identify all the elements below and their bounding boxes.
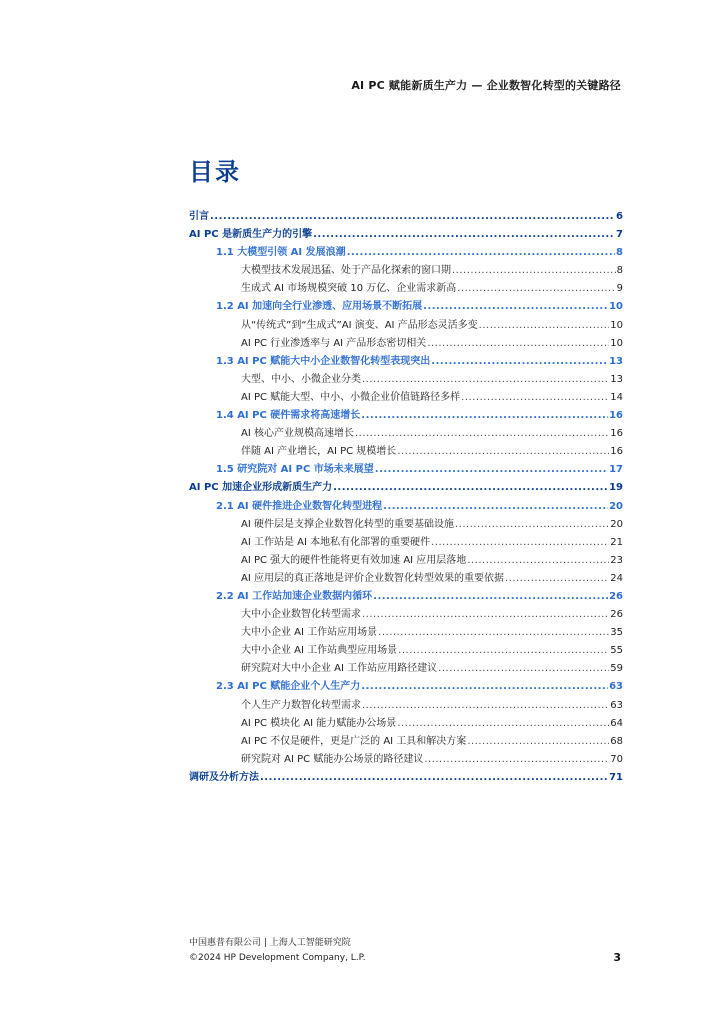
toc-entry-label: AI 硬件层是支撑企业数智化转型的重要基础设施 bbox=[241, 518, 454, 530]
toc-entry-label: AI PC 行业渗透率与 AI 产品形态密切相关 bbox=[241, 337, 427, 349]
toc-entry-page: 7 bbox=[616, 229, 623, 241]
toc-entry[interactable] bbox=[189, 460, 623, 478]
table-of-contents bbox=[189, 207, 623, 786]
toc-entry[interactable] bbox=[189, 297, 623, 315]
page-title: 目录 bbox=[189, 158, 241, 186]
toc-entry-label: 伴随 AI 产业增长，AI PC 规模增长 bbox=[241, 446, 397, 458]
toc-leader-dots bbox=[398, 645, 609, 656]
toc-entry-page: 64 bbox=[610, 717, 623, 729]
toc-entry[interactable] bbox=[189, 478, 623, 496]
toc-entry[interactable] bbox=[189, 243, 623, 261]
toc-entry-label: 大中小企业 AI 工作站典型应用场景 bbox=[241, 645, 398, 657]
toc-entry-label: AI PC 赋能大型、中小、小微企业价值链路径多样 bbox=[241, 391, 461, 403]
toc-entry-page: 13 bbox=[609, 355, 623, 367]
toc-leader-dots bbox=[373, 591, 608, 602]
toc-entry[interactable] bbox=[189, 406, 623, 424]
toc-entry-label: 研究院对 AI PC 赋能办公场景的路径建议 bbox=[241, 753, 424, 765]
toc-entry-page: 20 bbox=[610, 518, 623, 530]
toc-entry[interactable] bbox=[189, 316, 623, 334]
toc-entry-page: 26 bbox=[609, 590, 623, 602]
toc-entry[interactable] bbox=[189, 714, 623, 732]
toc-entry-label: 大中小企业数智化转型需求 bbox=[241, 609, 361, 621]
toc-entry-label: 1.4 AI PC 硬件需求将高速增长 bbox=[216, 410, 361, 422]
toc-entry[interactable] bbox=[189, 696, 623, 714]
toc-leader-dots bbox=[361, 410, 608, 421]
toc-entry-page: 16 bbox=[609, 410, 623, 422]
toc-entry[interactable] bbox=[189, 768, 623, 786]
toc-entry-page: 16 bbox=[610, 446, 623, 458]
toc-entry-label: 研究院对大中小企业 AI 工作站应用路径建议 bbox=[241, 663, 438, 675]
toc-leader-dots bbox=[431, 356, 608, 367]
toc-entry-label: AI PC 加速企业形成新质生产力 bbox=[189, 482, 333, 494]
toc-entry[interactable] bbox=[189, 352, 623, 370]
toc-entry-label: 1.5 研究院对 AI PC 市场未来展望 bbox=[216, 464, 374, 476]
toc-entry-label: 大型、中小、小微企业分类 bbox=[241, 373, 361, 385]
toc-entry-page: 21 bbox=[610, 536, 623, 548]
toc-entry[interactable] bbox=[189, 677, 623, 695]
toc-leader-dots bbox=[362, 374, 609, 385]
toc-leader-dots bbox=[427, 338, 609, 349]
toc-entry-label: 2.2 AI 工作站加速企业数据内循环 bbox=[216, 590, 373, 602]
toc-entry-page: 71 bbox=[609, 771, 623, 783]
toc-leader-dots bbox=[467, 736, 609, 747]
toc-entry-page: 70 bbox=[610, 753, 623, 765]
toc-entry-page: 17 bbox=[609, 464, 623, 476]
toc-entry[interactable] bbox=[189, 750, 623, 768]
toc-leader-dots bbox=[313, 229, 615, 240]
toc-entry-page: 20 bbox=[609, 500, 623, 512]
toc-entry[interactable] bbox=[189, 569, 623, 587]
toc-entry-label: 1.2 AI 加速向全行业渗透、应用场景不断拓展 bbox=[216, 301, 423, 313]
toc-entry-label: 生成式 AI 市场规模突破 10 万亿、企业需求新高 bbox=[241, 283, 457, 295]
toc-leader-dots bbox=[397, 446, 609, 457]
toc-entry[interactable] bbox=[189, 732, 623, 750]
toc-entry-page: 16 bbox=[610, 428, 623, 440]
toc-entry-page: 8 bbox=[616, 265, 623, 277]
toc-entry-page: 24 bbox=[610, 572, 623, 584]
toc-entry-page: 14 bbox=[610, 391, 623, 403]
toc-entry[interactable] bbox=[189, 515, 623, 533]
toc-entry[interactable] bbox=[189, 623, 623, 641]
toc-entry-page: 8 bbox=[616, 247, 623, 259]
toc-entry[interactable] bbox=[189, 388, 623, 406]
toc-leader-dots bbox=[424, 754, 609, 765]
toc-entry-label: 1.1 大模型引领 AI 发展浪潮 bbox=[216, 247, 346, 259]
toc-entry[interactable] bbox=[189, 279, 623, 297]
running-header: AI PC 赋能新质生产力 — 企业数智化转型的关键路径 bbox=[351, 79, 621, 92]
footer bbox=[189, 936, 366, 966]
toc-leader-dots bbox=[260, 772, 608, 783]
toc-leader-dots bbox=[347, 247, 615, 258]
toc-leader-dots bbox=[397, 718, 609, 729]
toc-leader-dots bbox=[210, 211, 615, 222]
toc-leader-dots bbox=[438, 663, 609, 674]
toc-entry-page: 19 bbox=[609, 482, 623, 494]
toc-entry[interactable] bbox=[189, 497, 623, 515]
toc-entry-label: 大模型技术发展迅猛、处于产品化探索的窗口期 bbox=[241, 265, 451, 277]
toc-leader-dots bbox=[378, 627, 609, 638]
toc-entry-label: 个人生产力数智化转型需求 bbox=[241, 699, 361, 711]
toc-entry[interactable] bbox=[189, 587, 623, 605]
toc-leader-dots bbox=[361, 681, 608, 692]
toc-entry-label: AI 核心产业规模高速增长 bbox=[241, 428, 354, 440]
page-number: 3 bbox=[613, 951, 621, 964]
toc-entry-page: 63 bbox=[609, 681, 623, 693]
toc-entry-page: 63 bbox=[610, 699, 623, 711]
toc-entry[interactable] bbox=[189, 641, 623, 659]
toc-leader-dots bbox=[423, 301, 608, 312]
toc-leader-dots bbox=[362, 609, 609, 620]
toc-entry-page: 35 bbox=[610, 627, 623, 639]
toc-leader-dots bbox=[383, 501, 608, 512]
toc-entry-label: 引言 bbox=[189, 211, 209, 222]
toc-entry[interactable] bbox=[189, 605, 623, 623]
toc-entry-label: 调研及分析方法 bbox=[189, 771, 259, 783]
toc-entry-page: 26 bbox=[610, 609, 623, 621]
toc-entry[interactable] bbox=[189, 225, 623, 243]
toc-entry[interactable] bbox=[189, 659, 623, 677]
toc-leader-dots bbox=[431, 537, 609, 548]
toc-entry-page: 13 bbox=[610, 373, 623, 385]
toc-entry-label: AI PC 不仅是硬件，更是广泛的 AI 工具和解决方案 bbox=[241, 735, 467, 747]
toc-entry-label: 2.1 AI 硬件推进企业数智化转型进程 bbox=[216, 500, 383, 512]
toc-entry-label: AI PC 强大的硬件性能将更有效加速 AI 应用层落地 bbox=[241, 554, 467, 566]
toc-entry-label: 1.3 AI PC 赋能大中小企业数智化转型表现突出 bbox=[216, 355, 431, 367]
toc-entry-label: 大中小企业 AI 工作站应用场景 bbox=[241, 627, 378, 639]
toc-entry[interactable] bbox=[189, 551, 623, 569]
toc-entry-label: AI 工作站是 AI 本地私有化部署的重要硬件 bbox=[241, 536, 431, 548]
toc-leader-dots bbox=[452, 265, 616, 276]
toc-entry-label: AI PC 是新质生产力的引擎 bbox=[189, 229, 313, 241]
toc-entry[interactable] bbox=[189, 261, 623, 279]
toc-leader-dots bbox=[461, 392, 609, 403]
toc-entry-label: 2.3 AI PC 赋能企业个人生产力 bbox=[216, 681, 361, 693]
toc-entry-label: AI PC 模块化 AI 能力赋能办公场景 bbox=[241, 717, 397, 729]
toc-leader-dots bbox=[375, 464, 608, 475]
toc-leader-dots bbox=[457, 283, 615, 294]
toc-entry[interactable] bbox=[189, 424, 623, 442]
toc-entry[interactable] bbox=[189, 207, 623, 225]
toc-entry-page: 10 bbox=[609, 301, 623, 313]
toc-entry[interactable] bbox=[189, 334, 623, 352]
toc-entry-page: 68 bbox=[610, 735, 623, 747]
toc-entry-label: 从“传统式”到“生成式”AI 演变、AI 产品形态灵活多变 bbox=[241, 319, 478, 331]
toc-entry-page: 55 bbox=[610, 645, 623, 657]
toc-entry-page: 10 bbox=[610, 337, 623, 349]
toc-entry[interactable] bbox=[189, 370, 623, 388]
toc-entry[interactable] bbox=[189, 533, 623, 551]
toc-entry-page: 6 bbox=[616, 211, 623, 222]
toc-entry-page: 10 bbox=[610, 319, 623, 331]
toc-leader-dots bbox=[479, 320, 610, 331]
toc-entry-label: AI 应用层的真正落地是评价企业数智化转型效果的重要依据 bbox=[241, 572, 504, 584]
toc-leader-dots bbox=[362, 700, 609, 711]
footer-company: 中国惠普有限公司 | 上海人工智能研究院 bbox=[189, 938, 351, 948]
toc-entry-page: 23 bbox=[610, 554, 623, 566]
toc-leader-dots bbox=[455, 519, 609, 530]
toc-leader-dots bbox=[355, 428, 609, 439]
toc-leader-dots bbox=[333, 482, 608, 493]
toc-entry-page: 9 bbox=[616, 283, 623, 295]
toc-leader-dots bbox=[505, 573, 609, 584]
toc-entry[interactable] bbox=[189, 442, 623, 460]
footer-copyright: ©2024 HP Development Company, L.P. bbox=[189, 953, 366, 963]
toc-leader-dots bbox=[467, 555, 609, 566]
toc-entry-page: 59 bbox=[610, 663, 623, 675]
